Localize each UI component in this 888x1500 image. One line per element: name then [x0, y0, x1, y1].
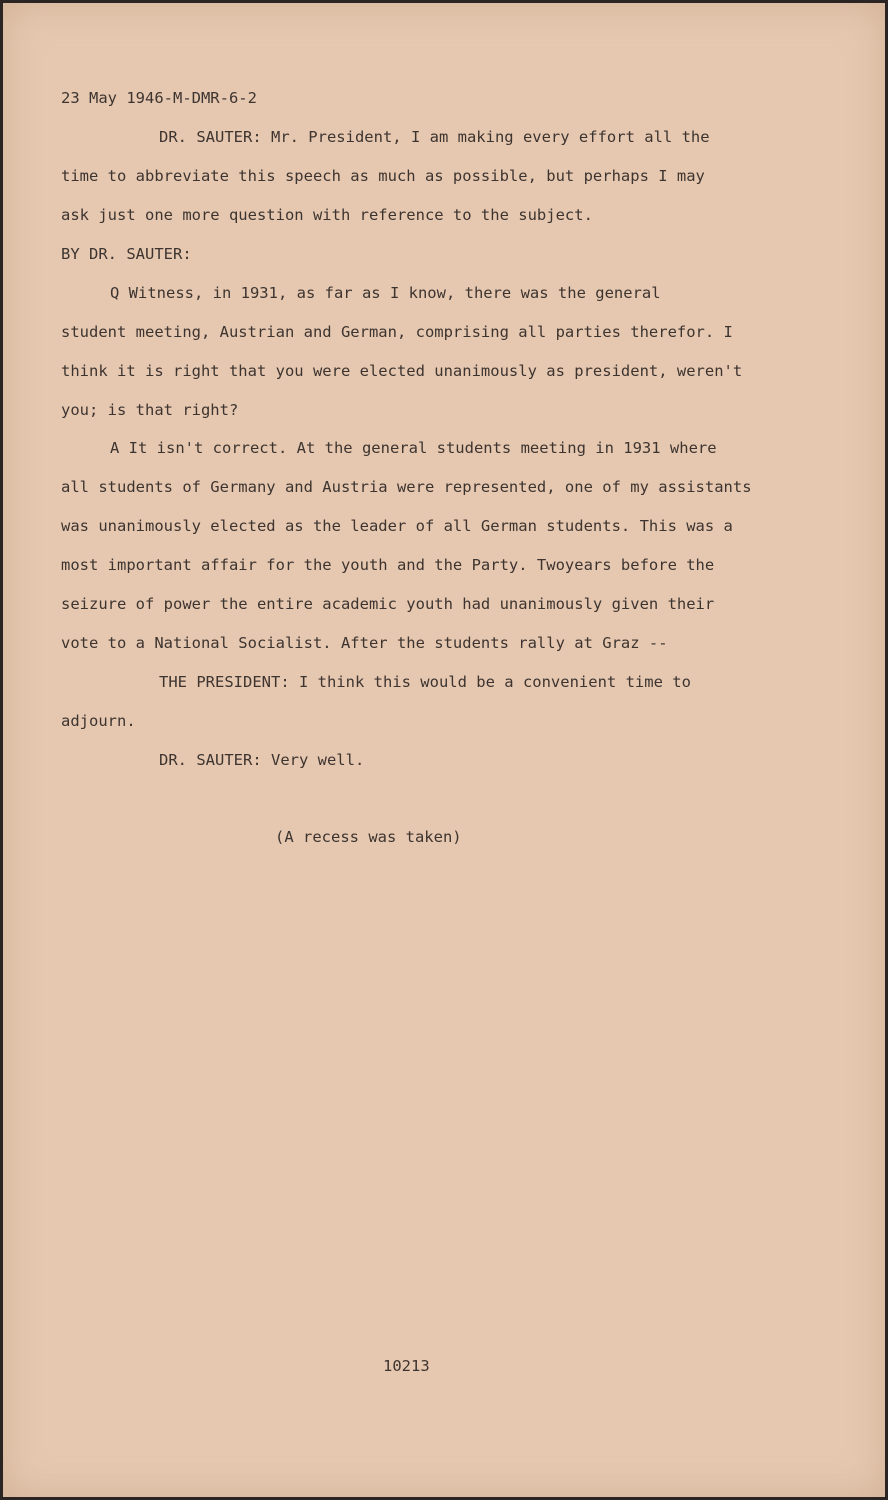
text-line: most important affair for the youth and the Party. Twoyears before the: [61, 556, 715, 574]
text-line: time to abbreviate this speech as much as possible, but perhaps I may: [61, 167, 705, 185]
text-line: DR. SAUTER: Very well.: [159, 751, 365, 769]
text-line: seizure of power the entire academic youth had unanimously given their: [61, 595, 715, 613]
document-header: 23 May 1946-M-DMR-6-2: [61, 89, 257, 107]
speaker-heading: BY DR. SAUTER:: [61, 245, 192, 263]
page-number: 10213: [383, 1357, 430, 1375]
text-line: THE PRESIDENT: I think this would be a convenient time to: [159, 673, 691, 691]
text-line: was unanimously elected as the leader of all German students. This was a: [61, 517, 733, 535]
text-line: Q Witness, in 1931, as far as I know, there was the general: [110, 284, 661, 302]
text-line: DR. SAUTER: Mr. President, I am making every effort all the: [159, 128, 710, 146]
text-line: vote to a National Socialist. After the students rally at Graz --: [61, 634, 668, 652]
text-line: think it is right that you were elected unanimously as president, weren't: [61, 362, 743, 380]
recess-note: (A recess was taken): [275, 828, 462, 846]
text-line: you; is that right?: [61, 401, 239, 419]
text-line: ask just one more question with reference to the subject.: [61, 206, 593, 224]
document-page: [3, 3, 885, 1497]
text-line: A It isn't correct. At the general students meeting in 1931 where: [110, 439, 717, 457]
text-line: student meeting, Austrian and German, comprising all parties therefor. I: [61, 323, 733, 341]
text-line: all students of Germany and Austria were represented, one of my assistants: [61, 478, 752, 496]
text-line: adjourn.: [61, 712, 136, 730]
